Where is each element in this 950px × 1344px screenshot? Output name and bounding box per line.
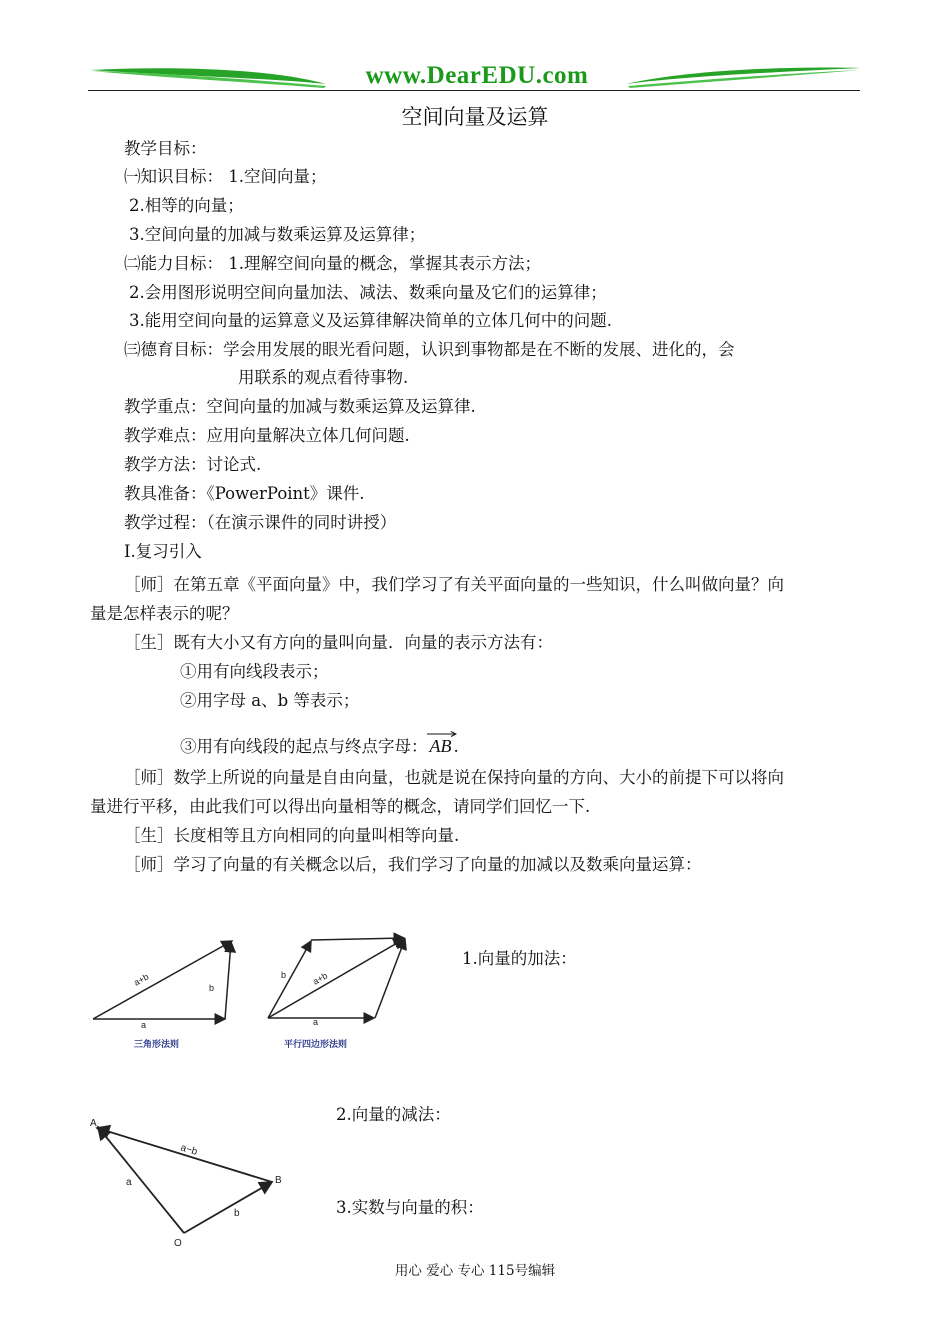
site-logo-text: www.DearEDU.com	[365, 62, 589, 89]
text-line: 教学重点：空间向量的加减与数乘运算及运算律.	[124, 397, 476, 416]
text-line: Ⅰ.复习引入	[124, 542, 202, 561]
text-line	[180, 735, 459, 758]
text-line: ［师］学习了向量的有关概念以后，我们学习了向量的加减以及数乘向量运算：	[124, 855, 702, 874]
subtraction-figure	[86, 1110, 296, 1255]
text-line: 教学过程：（在演示课件的同时讲授）	[124, 513, 397, 532]
text-line: ㈠知识目标： 1.空间向量；	[124, 167, 327, 186]
text-line: 2.会用图形说明空间向量加法、减法、数乘向量及它们的运算律；	[129, 283, 607, 302]
label-a: a	[141, 1020, 147, 1030]
text-line: ［师］在第五章《平面向量》中，我们学习了有关平面向量的一些知识，什么叫做向量？向	[124, 575, 784, 594]
vector-ab-notation	[430, 735, 452, 757]
text-line: 量是怎样表示的呢？	[90, 604, 239, 623]
text-line: ［生］长度相等且方向相同的向量叫相等向量.	[124, 826, 460, 845]
point-b-label: B	[275, 1175, 282, 1186]
vector-label: AB	[429, 736, 452, 756]
point-a-label: A	[90, 1118, 97, 1129]
text-line: 2.相等的向量；	[129, 196, 244, 215]
figure-caption: 平行四边形法则	[284, 1039, 348, 1049]
label-b: b	[209, 983, 215, 993]
page-footer: 用心 爱心 专心 115号编辑	[394, 1263, 556, 1279]
text-line: 用联系的观点看待事物.	[238, 368, 409, 387]
text-segment: .	[453, 737, 459, 756]
label-diff: a−b	[179, 1142, 199, 1158]
text-line: 教具准备：《PowerPoint》课件.	[124, 484, 365, 503]
text-line: ［师］数学上所说的向量是自由向量，也就是说在保持向量的方向、大小的前提下可以将向	[124, 768, 784, 787]
text-line: 教学难点：应用向量解决立体几何问题.	[124, 426, 410, 445]
label-b: b	[281, 970, 287, 980]
text-segment: ③用有向线段的起点与终点字母：	[180, 737, 428, 756]
text-line: ①用有向线段表示；	[180, 662, 329, 681]
text-line: ㈢德育目标：学会用发展的眼光看问题，认识到事物都是在不断的发展、进化的，会	[124, 340, 735, 359]
point-o-label: O	[174, 1238, 182, 1249]
section-subtraction: 2.向量的减法：	[336, 1105, 451, 1124]
text-line: 教学目标：	[124, 139, 207, 158]
text-line: ［生］既有大小又有方向的量叫向量．向量的表示方法有：	[124, 633, 553, 652]
text-line: 3.能用空间向量的运算意义及运算律解决简单的立体几何中的问题.	[129, 311, 612, 330]
label-a: a	[126, 1177, 132, 1188]
section-addition: 1.向量的加法：	[462, 949, 577, 968]
parallelogram-rule-figure	[258, 930, 418, 1055]
text-line: ②用字母 a、b 等表示；	[180, 691, 360, 710]
header-divider	[88, 90, 860, 91]
text-line: 教学方法：讨论式.	[124, 455, 262, 474]
figure-caption: 三角形法则	[134, 1039, 180, 1049]
label-sum: a+b	[311, 970, 330, 987]
section-scalar: 3.实数与向量的积：	[336, 1198, 484, 1217]
label-a: a	[313, 1017, 319, 1027]
text-line: 量进行平移，由此我们可以得出向量相等的概念，请同学们回忆一下.	[90, 797, 591, 816]
text-line: ㈡能力目标： 1.理解空间向量的概念，掌握其表示方法；	[124, 254, 541, 273]
vector-arrow-icon	[427, 731, 457, 737]
label-b: b	[234, 1208, 240, 1219]
text-line: 3.空间向量的加减与数乘运算及运算律；	[129, 225, 426, 244]
triangle-rule-figure	[86, 930, 256, 1055]
label-sum: a+b	[132, 971, 151, 988]
page-title: 空间向量及运算	[401, 105, 549, 129]
